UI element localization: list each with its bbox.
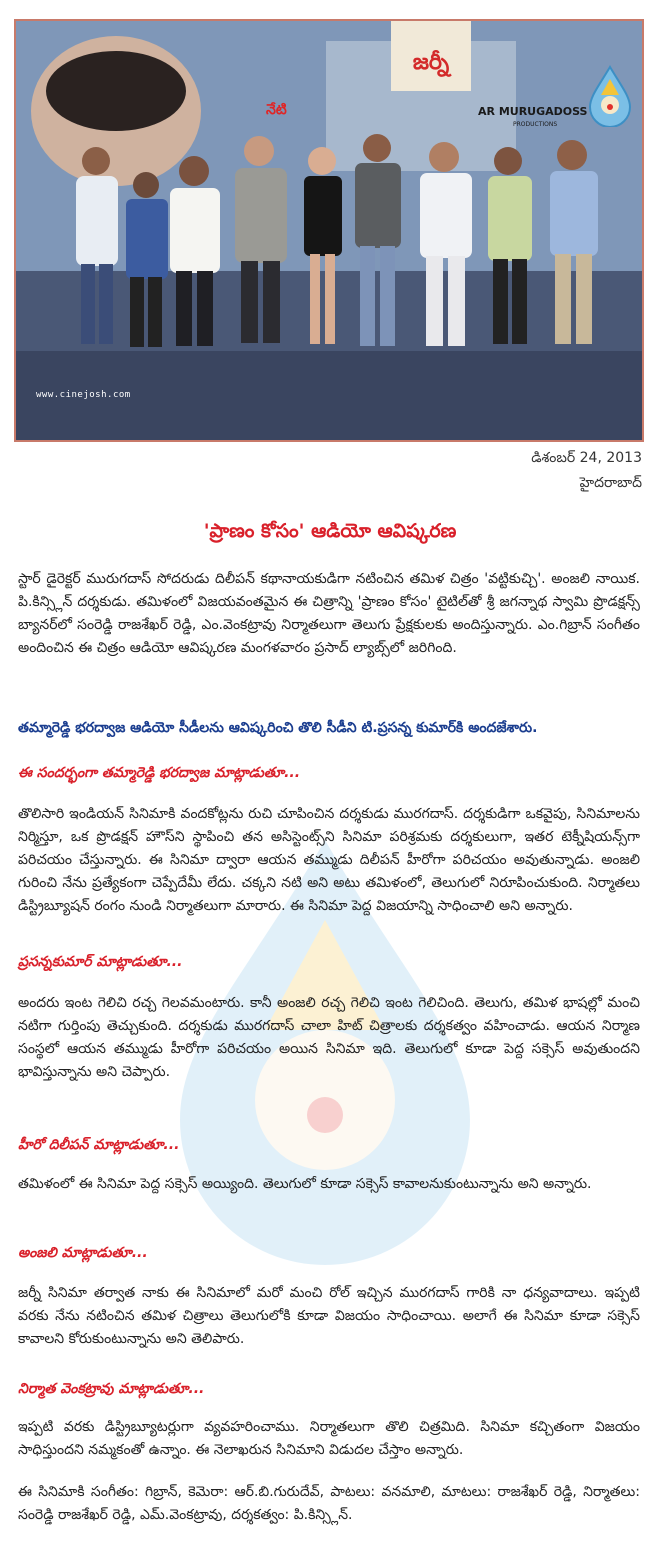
section-body: ఇప్పటి వరకు డిస్ట్రిబ్యూటర్లుగా వ్యవహరించాము. నిర్మాతలుగా తొలి చిత్రమిది. సినిమా కచ్చితంగా విజయం సాధిస్తుందని నమ్మకంతో ఉన్నాం. ఈ నెలాఖరున సినిమాని విడుదల చేస్తాం అన్నారు. — [18, 1419, 640, 1458]
event-photo — [14, 19, 644, 442]
section-body: తొలిసారి ఇండియన్ సినిమాకి వందకోట్లను రుచి చూపించిన దర్శకుడు మురగదాస్. దర్శకుడిగా ఒకవైపు, సినిమాలను నిర్మిస్తూ, ఒక ప్రొడక్షన్ హౌస్‌ని స్థాపించి తన అసిస్టెంట్స్‌ని సినిమా పరిశ్రమకు దర్శకులుగా, ఇతర టెక్నీషియన్స్‌గా పరిచయం చేస్తున్నారు. ఈ సినిమా ద్వారా ఆయన తమ్ముడు దిలీపన్ హీరోగా పరిచయం అవుతున్నాడు. అంజలి గురించి నేను ప్రత్యేకంగా చెప్పేదేమీ లేదు. చక్కని నటి అని అటు తమిళంలో, తెలుగులో నిరూపించుకుంది. నిర్మాతలు డిస్ట్రిబ్యూషన్ రంగం నుండి నిర్మాతలుగా మారారు. ఈ సినిమా పెద్ద విజయాన్ని సాధించాలి అని అన్నారు. — [18, 806, 640, 914]
poster-tagline: నేటి — [266, 102, 287, 118]
article-place: హైదరాబాద్ — [579, 475, 642, 491]
section-heading: హీరో దిలీపన్ మాట్లాడుతూ... — [18, 1137, 180, 1153]
site-logo-icon — [588, 65, 632, 127]
section-heading: నిర్మాత వెంకట్రావు మాట్లాడుతూ... — [18, 1381, 205, 1397]
section-body: అందరు ఇంట గెలిచి రచ్చ గెలవమంటారు. కానీ అంజలి రచ్చ గెలిచి ఇంట గెలిచింది. తెలుగు, తమిళ భాషల్లో మంచి నటిగా గుర్తింపు తెచ్చుకుంది. దర్శకుడు మురగదాస్ చాలా హిట్ చిత్రాలకు దర్శకత్వం వహించాడు. ఆయన నిర్మాణ సంస్థలో ఆయన తమ్ముడు హీరోగా పరిచయం అయిన సినిమా ఇది. తెలుగులో కూడా పెద్ద సక్సెస్ అవుతుందని భావిస్తున్నాను అని చెప్పారు. — [18, 995, 640, 1080]
poster-brand: AR MURUGADOSS — [478, 105, 588, 118]
article-credits: ఈ సినిమాకి సంగీతం: గిబ్రాన్, కెమెరా: ఆర్.బి.గురుదేవ్, పాటలు: వనమాలి, మాటలు: రాజశేఖర్ రెడ్డి, నిర్మాతలు: సంరెడ్డి రాజశేఖర్ రెడ్డి, ఎమ్.వెంకట్రావు, దర్శకత్వం: పి.కిన్స్లిన్. — [18, 1484, 640, 1523]
section-heading: ప్రసన్నకుమార్ మాట్లాడుతూ... — [18, 954, 183, 970]
photo-watermark-url: www.cinejosh.com — [36, 390, 131, 400]
article-date: డిశంబర్ 24, 2013 — [531, 450, 642, 466]
poster-brand-sub: PRODUCTIONS — [513, 121, 558, 128]
section-body: తమిళంలో ఈ సినిమా పెద్ద సక్సెస్ అయ్యింది. తెలుగులో కూడా సక్సెస్ కావాలనుకుంటున్నాను అని అన్నారు. — [18, 1176, 592, 1192]
article-title: 'ప్రాణం కోసం' ఆడియో ఆవిష్కరణ — [203, 520, 457, 542]
article-intro: స్టార్ డైరెక్టర్ మురుగదాస్ సోదరుడు దిలీపన్ కథానాయకుడిగా నటించిన తమిళ చిత్రం 'వట్టికుచ్చి'. అంజలి నాయిక. పి.కిన్స్లిన్ దర్శకుడు. తమిళంలో విజయవంతమైన ఈ చిత్రాన్ని 'ప్రాణం కోసం' టైటిల్‌తో శ్రీ జగన్నాథ స్వామి ప్రొడక్షన్స్ బ్యానర్‌లో సంరెడ్డి రాజశేఖర్ రెడ్డి, ఎం.వెంకట్రావు నిర్మాతలుగా తెలుగు ప్రేక్షకులకు అందిస్తున్నారు. ఎం.గిబ్రాన్ సంగీతం అందించిన ఈ చిత్రం ఆడియో ఆవిష్కరణ మంగళవారం ప్రసాద్ ల్యాబ్స్‌లో జరిగింది. — [18, 571, 640, 656]
article-lead: తమ్మారెడ్డి భరద్వాజ ఆడియో సీడీలను ఆవిష్కరించి తొలి సీడీని టి.ప్రసన్న కుమార్‌కి అందజేశారు. — [18, 720, 538, 736]
section-heading: అంజలి మాట్లాడుతూ... — [18, 1245, 148, 1261]
event-photo-illustration — [16, 21, 642, 440]
section-body: జర్నీ సినిమా తర్వాత నాకు ఈ సినిమాలో మరో మంచి రోల్ ఇచ్చిన మురగదాస్ గారికి నా ధన్యవాదాలు. ఇప్పటి వరకు నేను నటించిన తమిళ చిత్రాలు తెలుగులోకి కూడా విజయం సాధించాయి. అలాగే ఈ సినిమా కూడా సక్సెస్ కావాలని కోరుకుంటున్నాను అని తెలిపారు. — [18, 1285, 640, 1347]
section-heading: ఈ సందర్భంగా తమ్మారెడ్డి భరద్వాజ మాట్లాడుతూ... — [18, 765, 301, 781]
poster-title: జర్నీ — [412, 50, 450, 75]
